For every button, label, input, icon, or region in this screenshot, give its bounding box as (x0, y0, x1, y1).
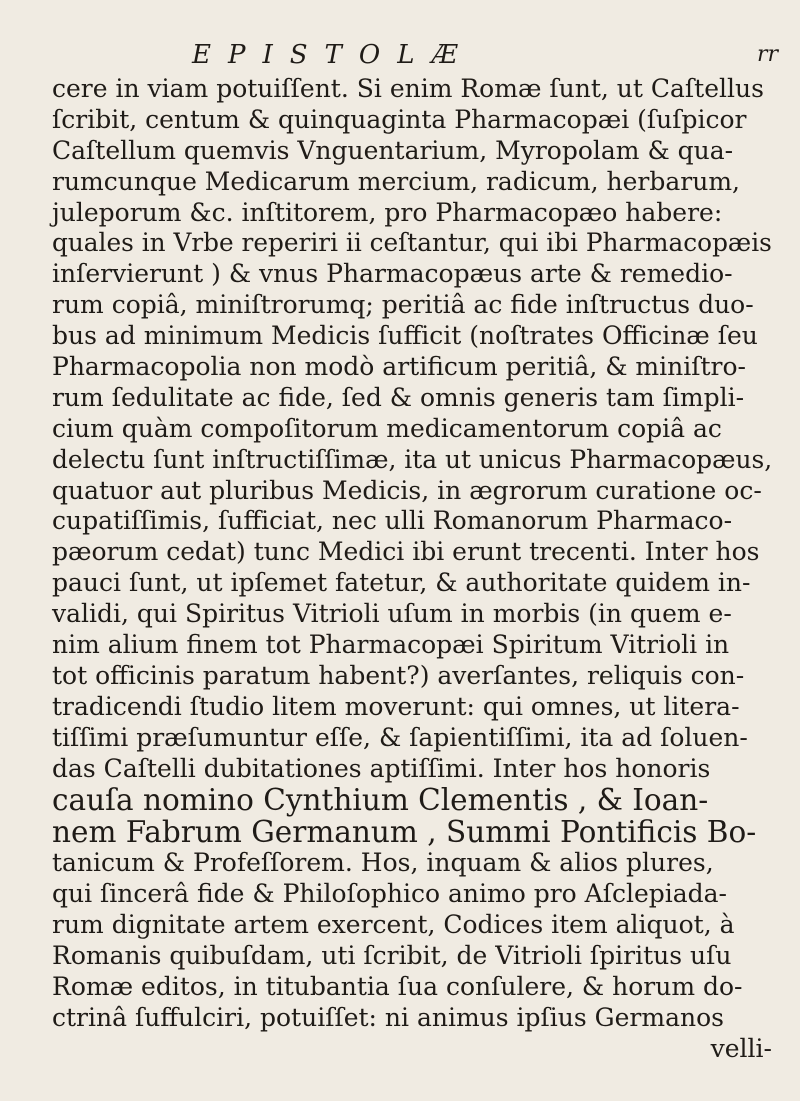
text-line: cupatiſſimis, ſufficiat, nec ulli Romanorum Pharmaco- (52, 506, 733, 536)
page-header (0, 40, 800, 74)
text-line: quales in Vrbe reperiri ii ceſtantur, qui ibi Pharmacopæis (52, 228, 772, 258)
body-text (52, 74, 772, 1065)
text-line: validi, qui Spiritus Vitrioli uſum in morbis (in quem e- (52, 599, 732, 629)
text-line: delectu ſunt inſtructiſſimæ, ita ut unicus Pharmacopæus, (52, 444, 773, 474)
text-line: das Caſtelli dubitationes aptiſſimi. Inter hos honoris (52, 753, 711, 783)
text-line: Caſtellum quemvis Vnguentarium, Myropolam & qua- (52, 135, 734, 165)
text-line: quatuor aut pluribus Medicis, in ægrorum curatione oc- (52, 475, 762, 505)
text-line: inſervierunt ) & vnus Pharmacopæus arte & remedio- (52, 259, 733, 289)
text-line: nim alium finem tot Pharmacopæi Spiritum Vitrioli in (52, 630, 730, 660)
page-number: rr (757, 42, 779, 67)
text-line: juleporum &c. inſtitorem, pro Pharmacopæo habere: (52, 197, 723, 227)
text-line: Pharmacopolia non modò artificum peritiâ, & miniſtro- (52, 352, 746, 382)
text-line: qui ſincerâ fide & Philoſophico animo pro Aſclepiada- (52, 879, 727, 909)
text-line: tot officinis paratum habent?) averſantes, reliquis con- (52, 660, 745, 690)
text-line: cium quàm compoſitorum medicamentorum copiâ ac (52, 413, 722, 443)
text-line: bus ad minimum Medicis ſufficit (noſtrates Officinæ ſeu (52, 321, 758, 351)
text-line: Romæ editos, in titubantia ſua conſulere, & horum do- (52, 972, 743, 1002)
text-line: pæorum cedat) tunc Medici ibi erunt trecenti. Inter hos (52, 537, 760, 567)
catchword: velli- (710, 1033, 772, 1063)
text-line: rumcunque Medicarum mercium, radicum, herbarum, (52, 166, 740, 196)
text-line: tanicum & Profeſſorem. Hos, inquam & alios plures, (52, 848, 714, 878)
text-line: ctrinâ ſuffulciri, potuiſſet: ni animus ipſius Germanos (52, 1002, 724, 1032)
text-line: ſcribit, centum & quinquaginta Pharmacopæi (ſuſpicor (52, 104, 747, 134)
text-line: nem Fabrum Germanum , Summi Pontificis Bo- (52, 815, 757, 850)
text-line: pauci ſunt, ut ipſemet fatetur, & authoritate quidem in- (52, 568, 751, 598)
running-head: EPISTOLÆ (192, 40, 475, 70)
text-line: rum dignitate artem exercent, Codices item aliquot, à (52, 910, 735, 940)
text-line: tradicendi ſtudio litem moverunt: qui omnes, ut litera- (52, 691, 740, 721)
text-line: cere in viam potuiſſent. Si enim Romæ ſunt, ut Caſtellus (52, 74, 764, 103)
text-line: cauſa nomino Cynthium Clementis , & Ioan- (52, 783, 709, 818)
text-line: Romanis quibuſdam, uti ſcribit, de Vitrioli ſpiritus uſu (52, 941, 732, 971)
text-line: tiſſimi præſumuntur eſſe, & ſapientiſſimi, ita ad ſoluen- (52, 722, 748, 752)
text-line: rum ſedulitate ac fide, ſed & omnis generis tam ſimpli- (52, 382, 745, 412)
text-line: rum copiâ, miniſtrorumq; peritiâ ac fide inſtructus duo- (52, 290, 754, 320)
